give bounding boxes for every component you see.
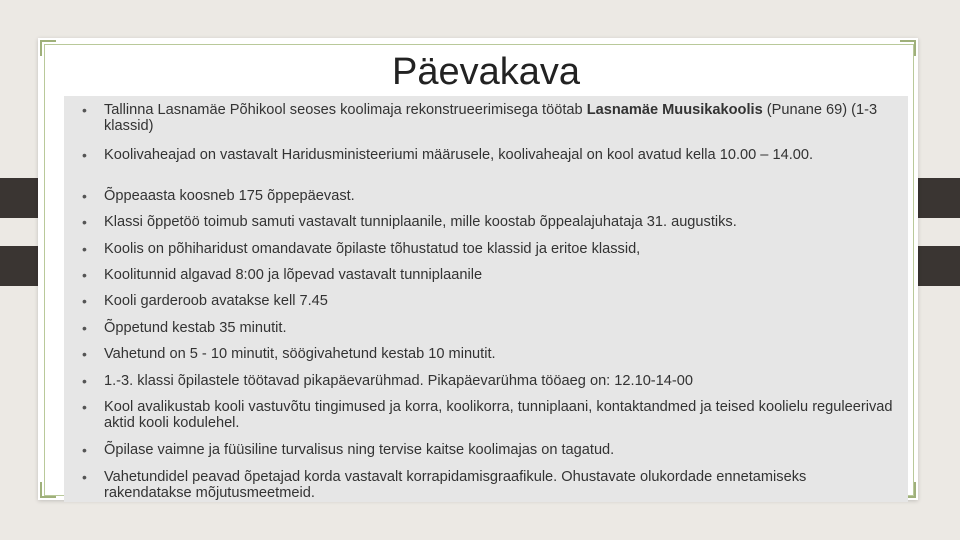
bullet-list — [64, 96, 908, 502]
slide-title: Päevakava — [392, 51, 581, 93]
bullet-icon: • — [82, 102, 87, 118]
item-text: Koolis on põhiharidust omandavate õpilaste tõhustatud toe klassid ja eritoe klassid, — [104, 241, 641, 257]
item-text: Tallinna Lasnamäe Põhikool seoses koolimaja rekonstrueerimisega töötab — [104, 102, 587, 118]
item-text: Õppetund kestab 35 minutit. — [104, 320, 287, 336]
bullet-icon: • — [82, 241, 87, 257]
bullet-icon: • — [82, 147, 87, 163]
bullet-icon: • — [82, 320, 87, 336]
frame-corner-bottom-left — [40, 482, 56, 498]
bullet-icon: • — [82, 188, 87, 204]
item-text: Õppeaasta koosneb 175 õppepäevast. — [104, 188, 355, 204]
item-text-after: (Punane 69) (1-3 klassid) — [104, 102, 878, 134]
item-text: Kooli garderoob avatakse kell 7.45 — [104, 293, 328, 309]
bullet-icon: • — [82, 373, 87, 389]
bullet-icon: • — [82, 469, 87, 485]
item-text: Õpilase vaimne ja füüsiline turvalisus ning tervise kaitse koolimajas on tagatud. — [104, 442, 615, 458]
item-bold-text: Lasnamäe Muusikakoolis — [586, 102, 763, 118]
item-text: Koolitunnid algavad 8:00 ja lõpevad vastavalt tunniplaanile — [104, 267, 483, 283]
frame-corner-top-right — [900, 40, 916, 56]
frame-corner-top-left — [40, 40, 56, 56]
item-text: Klassi õppetöö toimub samuti vastavalt tunniplaanile, mille koostab õppealajuhataja 31. augustiks. — [104, 214, 737, 230]
bullet-icon: • — [82, 293, 87, 309]
bullet-icon: • — [82, 214, 87, 230]
item-text: Vahetundidel peavad õpetajad korda vastavalt korrapidamisgraafikule. Ohustavate olukordade ennetamiseks rakendatakse mõjutusmeetmeid. — [104, 469, 807, 501]
bullet-icon: • — [82, 399, 87, 415]
bullet-icon: • — [82, 442, 87, 458]
item-text: Vahetund on 5 - 10 minutit, söögivahetund kestab 10 minutit. — [104, 346, 496, 362]
bullet-icon: • — [82, 267, 87, 283]
bullet-icon: • — [82, 346, 87, 362]
item-text: Kool avalikustab kooli vastuvõtu tingimused ja korra, koolikorra, tunniplaani, kontaktandmed ja teised koolielu reguleerivad aktid kooli kodulehel. — [104, 399, 893, 431]
item-text: Koolivaheajad on vastavalt Haridusministeeriumi määrusele, koolivaheajal on kool avatud kella 10.00 – 14.00. — [104, 147, 814, 163]
item-text: 1.-3. klassi õpilastele töötavad pikapäevarühmad. Pikapäevarühma tööaeg on: 12.10-14-00 — [104, 373, 693, 389]
